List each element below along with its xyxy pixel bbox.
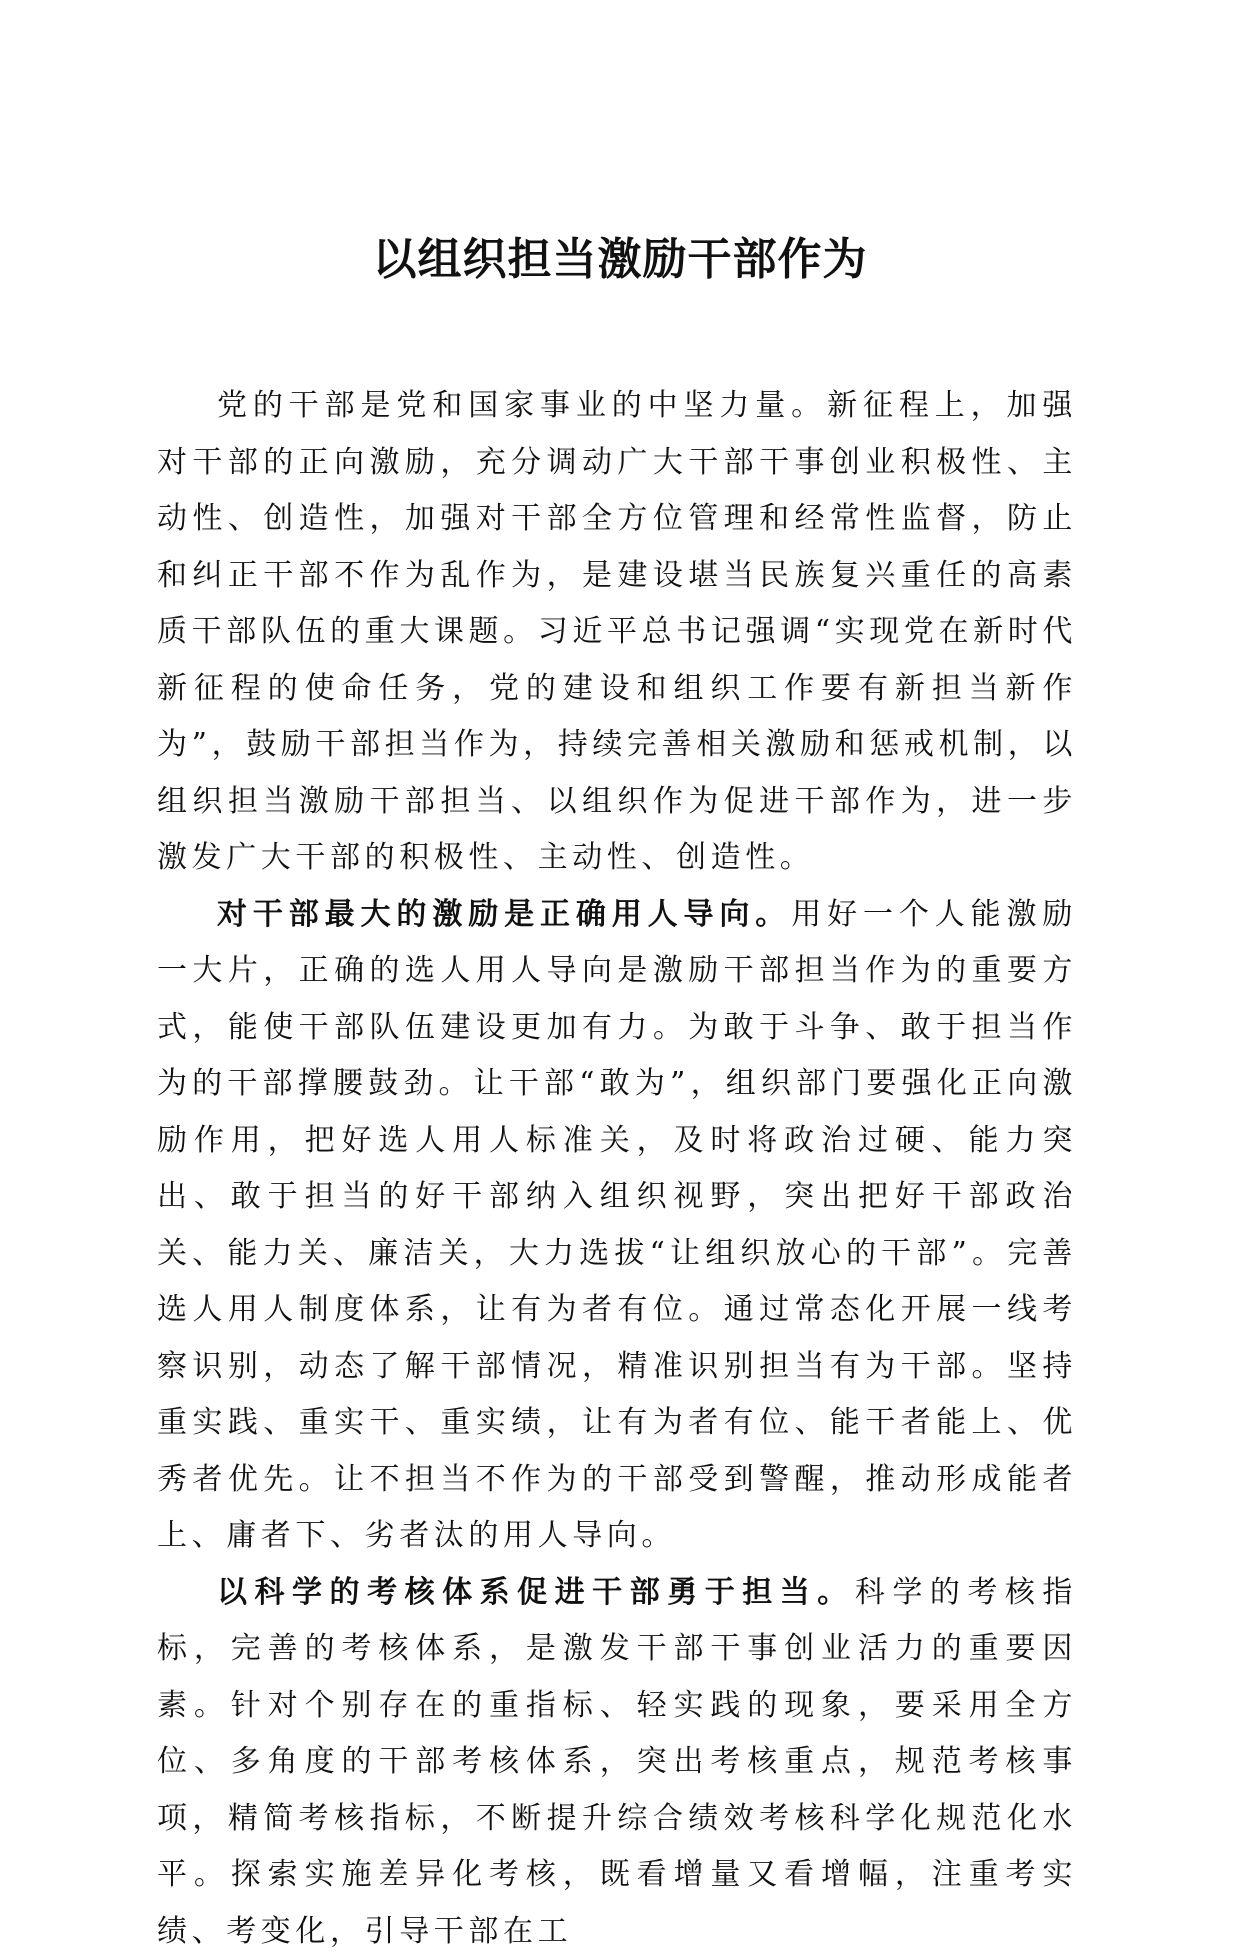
- paragraph-lead: 以科学的考核体系促进干部勇于担当。: [217, 1575, 855, 1610]
- paragraph-lead: 对干部最大的激励是正确用人导向。: [217, 897, 791, 932]
- paragraph-text: 科学的考核指标，完善的考核体系，是激发干部干事创业活力的重要因素。针对个别存在的重指标、轻实践的现象，要采用全方位、多角度的干部考核体系，突出考核重点，规范考核事项，精简考核指标，不断提升综合绩效考核科学化规范化水平。探索实施差异化考核，既看增量又看增幅，注重考实绩、考变化，引导干部在工: [157, 1575, 1077, 1949]
- paragraph-selection-guidance: [157, 887, 1077, 1565]
- paragraph-text: 用好一个人能激励一大片，正确的选人用人导向是激励干部担当作为的重要方式，能使干部队伍建设更加有力。为敢于斗争、敢于担当作为的干部撑腰鼓劲。让干部“敢为”，组织部门要强化正向激励作用，把好选人用人标准关，及时将政治过硬、能力突出、敢于担当的好干部纳入组织视野，突出把好干部政治关、能力关、廉洁关，大力选拔“让组织放心的干部”。完善选人用人制度体系，让有为者有位。通过常态化开展一线考察识别，动态了解干部情况，精准识别担当有为干部。坚持重实践、重实干、重实绩，让有为者有位、能干者能上、优秀者优先。让不担当不作为的干部受到警醒，推动形成能者上、庸者下、劣者汰的用人导向。: [157, 897, 1077, 1554]
- paragraph-text: 党的干部是党和国家事业的中坚力量。新征程上，加强对干部的正向激励，充分调动广大干部干事创业积极性、主动性、创造性，加强对干部全方位管理和经常性监督，防止和纠正干部不作为乱作为，是建设堪当民族复兴重任的高素质干部队伍的重大课题。习近平总书记强调“实现党在新时代新征程的使命任务，党的建设和组织工作要有新担当新作为”，鼓励干部担当作为，持续完善相关激励和惩戒机制，以组织担当激励干部担当、以组织作为促进干部作为，进一步激发广大干部的积极性、主动性、创造性。: [157, 388, 1077, 875]
- paragraph-assessment-system: [157, 1565, 1077, 1960]
- document-title: 以组织担当激励干部作为: [0, 232, 1240, 288]
- document-body: [157, 378, 1077, 1960]
- paragraph-intro: [157, 378, 1077, 887]
